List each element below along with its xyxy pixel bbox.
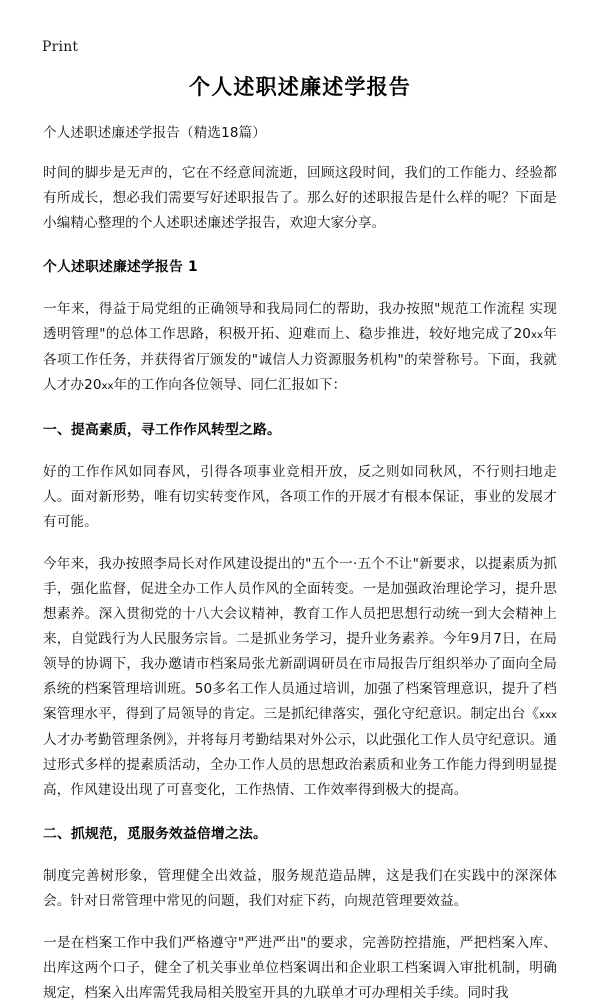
print-label[interactable]: Print xyxy=(42,39,79,55)
intro-paragraph: 时间的脚步是无声的，它在不经意间流逝，回顾这段时间，我们的工作能力、经验都有所成长，想必我们需要写好述职报告了。那么好的述职报告是什么样的呢？下面是小编精心整理的个人述职述廉述学报告，欢迎大家分享。 xyxy=(43,164,557,231)
document-subtitle: 个人述职述廉述学报告（精选18篇） xyxy=(43,125,267,142)
work-style-paragraph: 好的工作作风如同春风，引得各项事业竞相开放，反之则如同秋风，不行则扫地走人。面对新形势，唯有切实转变作风，各项工作的开展才有根本保证，事业的发展才有可能。 xyxy=(43,463,557,530)
year-placeholder: xx xyxy=(101,380,114,392)
section-heading-two: 二、抓规范，觅服务效益倍增之法。 xyxy=(43,825,267,842)
section-heading-one: 一、提高素质，寻工作作风转型之路。 xyxy=(43,421,281,438)
year-placeholder: xx xyxy=(531,329,543,341)
five-ones-paragraph: 今年来，我办按照李局长对作风建设提出的"五个一·五个不让"新要求，以提素质为抓手，强化监督，促进全办工作人员作风的全面转变。一是加强政治理论学习，提升思想素养。深入贯彻党的十八大会议精神，教育工作人员把思想行动统一到大会精神上来，自觉践行为人民服务宗旨。二是抓业务学习，提升业务素养。今年9月7日，在局领导的协调下，我办邀请市档案局张尤新副调研员在市局报告厅组织举办了面向全局系统的档案管理培训班。50多名工作人员通过培训，加强了档案管理意识，提升了档案管理水平，得到了局领导的肯定。三是抓纪律落实，强化守纪意识。制定出台《xxx人才办考勤管理条例》，并将每月考勤结果对外公示，以此强化工作人员守纪意识。通过形式多样的提素质活动，全办工作人员的思想政治素质和业务工作能力得到明显提高，作风建设出现了可喜变化，工作热情、工作效率得到极大的提高。 xyxy=(43,555,557,798)
archive-management-paragraph: 一是在档案工作中我们严格遵守"严进严出"的要求，完善防控措施，严把档案入库、出库这两个口子，健全了机关事业单位档案调出和企业职工档案调入审批机制，明确规定，档案入出库需凭我局相关股室开具的九联单才可办理相关手续。同时我 xyxy=(43,934,557,1001)
name-placeholder: xxx xyxy=(539,709,557,721)
system-improvement-paragraph: 制度完善树形象，管理健全出效益，服务规范造品牌，这是我们在实践中的深深体会。针对日常管理中常见的问题，我们对症下药，向规范管理要效益。 xyxy=(43,867,557,909)
opening-summary-paragraph: 一年来，得益于局党组的正确领导和我局同仁的帮助，我办按照"规范工作流程 实现透明管理"的总体工作思路，积极开拓、迎难而上、稳步推进，较好地完成了20xx年各项工作任务，并获得省厅颁发的"诚信人力资源服务机构"的荣誉称号。下面，我就人才办20xx年的工作向各位领导、同仁汇报如下： xyxy=(43,300,557,393)
page-title: 个人述职述廉述学报告 xyxy=(189,75,411,99)
document-body xyxy=(43,161,557,1006)
report-heading-1: 个人述职述廉述学报告 1 xyxy=(43,258,198,275)
document-content xyxy=(43,74,557,1006)
